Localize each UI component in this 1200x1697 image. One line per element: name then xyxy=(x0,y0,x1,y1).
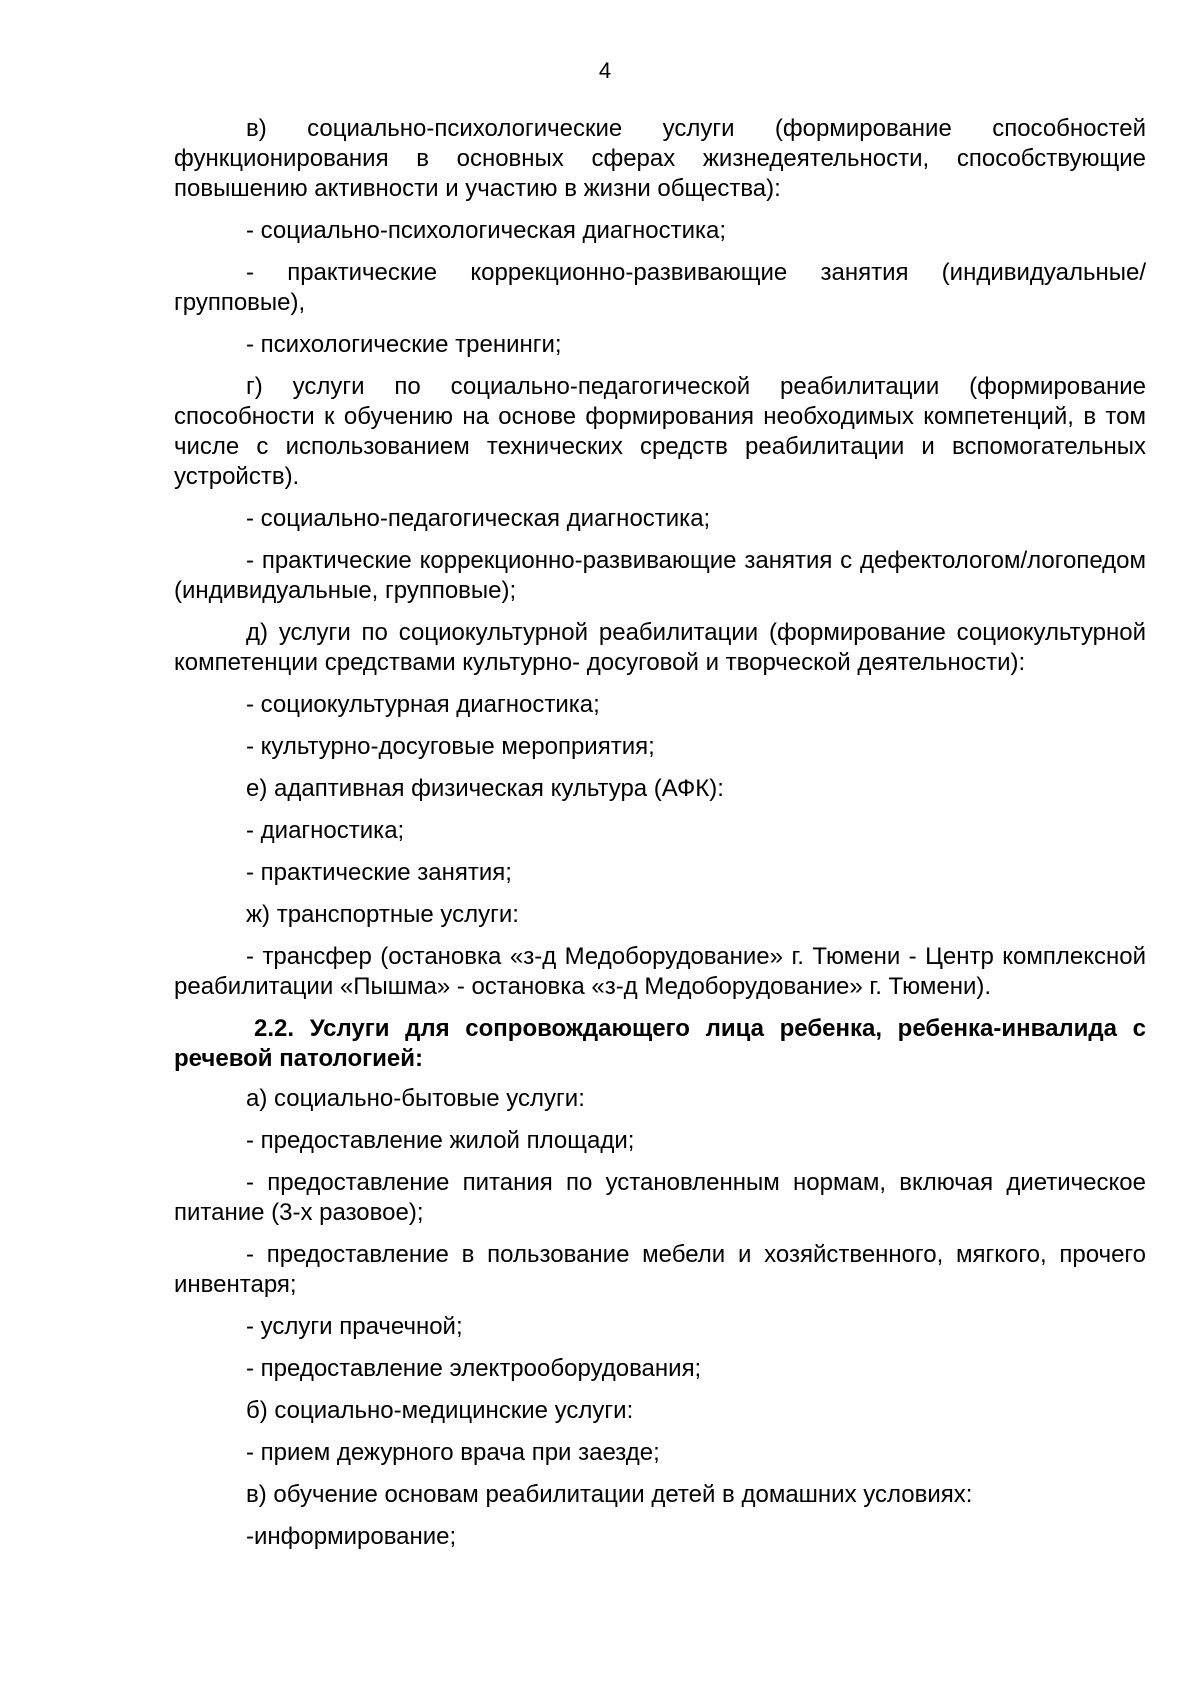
list-item: - предоставление в пользование мебели и хозяйственного, мягкого, прочего инвентаря; xyxy=(174,1241,1153,1298)
list-item: - диагностика; xyxy=(246,817,405,844)
section-heading-2-2: 2.2. Услуги для сопровождающего лица ребенка, ребенка-инвалида с речевой патологией: xyxy=(174,1015,1153,1072)
list-item: - прием дежурного врача при заезде; xyxy=(246,1439,660,1466)
list-item: - практические коррекционно-развивающие занятия с дефектологом/логопедом (индивидуальные, групповые); xyxy=(174,547,1173,604)
paragraph-b-medical-services: б) социально-медицинские услуги: xyxy=(246,1397,634,1424)
paragraph-g-pedagogical-rehab: г) услуги по социально-педагогической реабилитации (формирование способности к обучению на основе формирования необходимых компетенций, в том числе с использованием технических средств реабилитации и вспомогательных устройств). xyxy=(174,373,1153,490)
paragraph-v-psych-services: в) социально-психологические услуги (формирование способностей функционирования в основных сферах жизнедеятельности, способствующие повышению активности и участию в жизни общества): xyxy=(174,115,1153,202)
paragraph-a-household-services: а) социально-бытовые услуги: xyxy=(246,1085,585,1112)
list-item: - предоставление электрооборудования; xyxy=(246,1355,702,1382)
paragraph-zh-transport: ж) транспортные услуги: xyxy=(246,901,519,928)
paragraph-e-adaptive-pe: е) адаптивная физическая культура (АФК): xyxy=(246,775,724,802)
list-item: - предоставление питания по установленным нормам, включая диетическое питание (3-х разовое); xyxy=(174,1169,1153,1226)
page-number: 4 xyxy=(598,58,612,83)
list-item: -информирование; xyxy=(246,1523,457,1550)
list-item: - социально-педагогическая диагностика; xyxy=(246,505,711,532)
list-item: - психологические тренинги; xyxy=(246,331,562,358)
list-item: - социально-психологическая диагностика; xyxy=(246,217,727,244)
list-item: - социокультурная диагностика; xyxy=(246,691,600,718)
list-item: - практические занятия; xyxy=(246,859,512,886)
list-item: - предоставление жилой площади; xyxy=(246,1127,635,1154)
paragraph-v-home-rehab-training: в) обучение основам реабилитации детей в домашних условиях: xyxy=(246,1481,973,1508)
document-body xyxy=(174,114,1173,1564)
list-item: - трансфер (остановка «з-д Медоборудование» г. Тюмени - Центр комплексной реабилитации «Пышма» - остановка «з-д Медоборудование» г. Тюмени). xyxy=(174,943,1153,1000)
list-item: - услуги прачечной; xyxy=(246,1313,463,1340)
list-item: - культурно-досуговые мероприятия; xyxy=(246,733,655,760)
list-item: - практические коррекционно-развивающие занятия (индивидуальные/групповые), xyxy=(174,259,1146,316)
paragraph-d-sociocultural-rehab: д) услуги по социокультурной реабилитации (формирование социокультурной компетенции средствами культурно- досуговой и творческой деятельности): xyxy=(174,619,1153,676)
